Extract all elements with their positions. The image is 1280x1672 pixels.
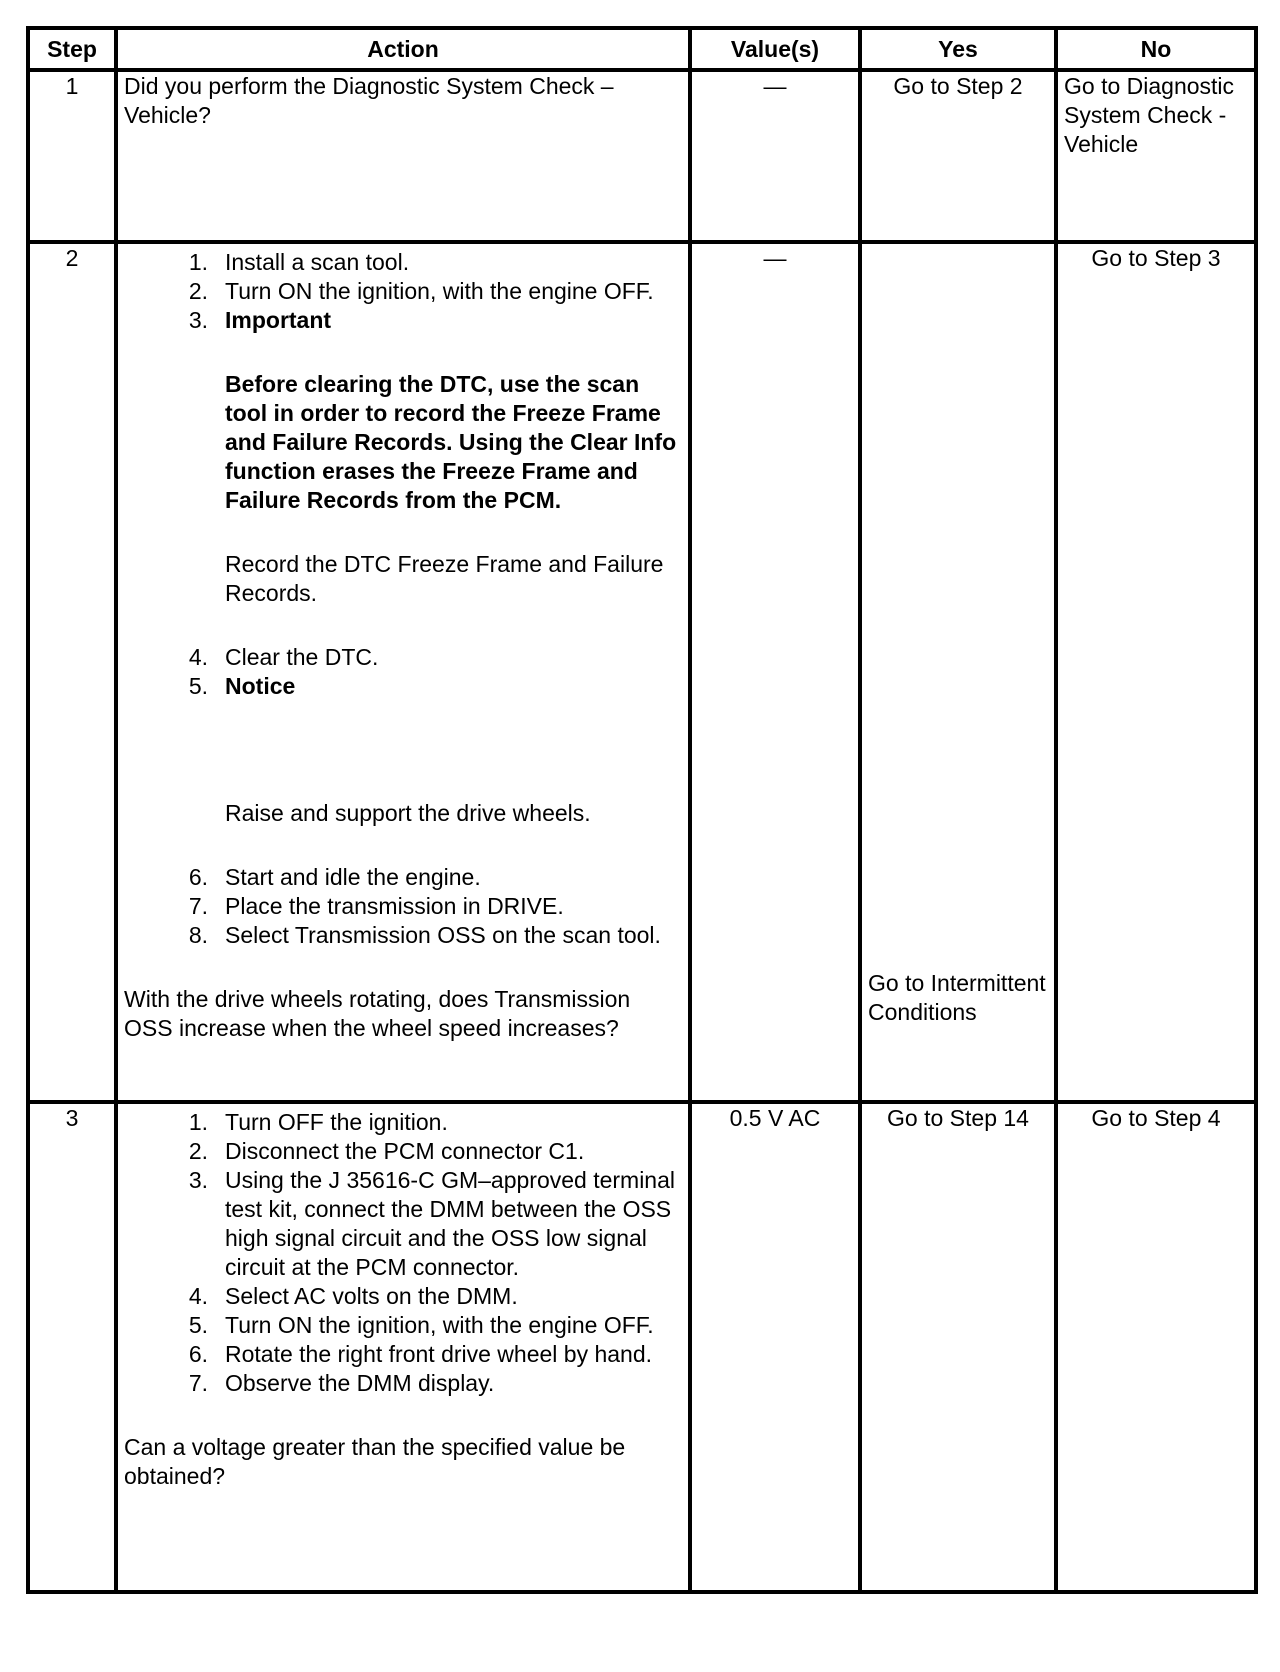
value-cell: —: [690, 242, 860, 1102]
list-item-text: Disconnect the PCM connector C1.: [225, 1138, 585, 1164]
no-cell: Go to Diagnostic System Check - Vehicle: [1056, 70, 1256, 242]
list-item: [124, 863, 682, 892]
no-cell: Go to Step 3: [1056, 242, 1256, 1102]
list-item-text: Rotate the right front drive wheel by hand.: [225, 1341, 653, 1367]
list-item: [124, 1311, 682, 1340]
list-number: 5.: [188, 673, 208, 699]
list-item-text: Observe the DMM display.: [225, 1370, 495, 1396]
list-item-text: Select Transmission OSS on the scan tool.: [225, 922, 661, 948]
step-number: 2: [28, 242, 116, 1102]
list-number: 7.: [188, 1370, 208, 1396]
important-note: Before clearing the DTC, use the scan tool in order to record the Freeze Frame and Failure Records. Using the Clear Info function erases the Freeze Frame and Failure Records from the PCM.: [225, 371, 677, 513]
yes-cell: [860, 242, 1056, 1102]
list-number: 6.: [188, 1341, 208, 1367]
list-number: 4.: [188, 644, 208, 670]
list-item: [124, 248, 682, 277]
raise-instruction: Raise and support the drive wheels.: [225, 800, 591, 826]
action-cell: [116, 1102, 690, 1592]
list-number: 3.: [188, 1167, 208, 1193]
yes-cell: Go to Step 2: [860, 70, 1056, 242]
list-item: [124, 1369, 682, 1398]
table-row-step-3: [28, 1102, 1256, 1592]
action-steps: [124, 248, 682, 335]
action-question: With the drive wheels rotating, does Transmission OSS increase when the wheel speed increases?: [124, 986, 631, 1041]
header-no: No: [1056, 28, 1256, 70]
action-cell: [116, 70, 690, 242]
list-number: 3.: [188, 307, 208, 333]
list-item: [124, 892, 682, 921]
list-number: 8.: [188, 922, 208, 948]
list-item-text: Start and idle the engine.: [225, 864, 481, 890]
list-item: [124, 1108, 682, 1137]
action-cell: [116, 242, 690, 1102]
list-item: [124, 1282, 682, 1311]
list-number: 2.: [188, 1138, 208, 1164]
header-step: Step: [28, 28, 116, 70]
list-number: 2.: [188, 278, 208, 304]
list-number: 4.: [188, 1283, 208, 1309]
list-item: [124, 1166, 682, 1282]
list-number: 6.: [188, 864, 208, 890]
list-item: [124, 1137, 682, 1166]
record-instruction: Record the DTC Freeze Frame and Failure Records.: [225, 551, 664, 606]
list-item-text: Using the J 35616-C GM–approved terminal test kit, connect the DMM between the OSS high signal circuit and the OSS low signal circuit at the PCM connector.: [225, 1167, 676, 1280]
list-item-text: Important: [225, 307, 332, 333]
value-cell: 0.5 V AC: [690, 1102, 860, 1592]
action-steps: [124, 863, 682, 950]
list-item: [124, 643, 682, 672]
table-row-step-2: [28, 242, 1256, 1102]
list-item: [124, 1340, 682, 1369]
action-steps: [124, 1108, 682, 1398]
action-question: Can a voltage greater than the specified value be obtained?: [124, 1434, 626, 1489]
action-question: Did you perform the Diagnostic System Check – Vehicle?: [124, 73, 614, 128]
diagnostic-table: [26, 26, 1258, 1594]
list-item: [124, 921, 682, 950]
header-values: Value(s): [690, 28, 860, 70]
list-item: [124, 672, 682, 701]
list-item-text: Install a scan tool.: [225, 249, 410, 275]
step-number: 1: [28, 70, 116, 242]
table-row-step-1: [28, 70, 1256, 242]
list-item-text: Turn ON the ignition, with the engine OFF.: [225, 278, 654, 304]
list-item: [124, 277, 682, 306]
list-item-text: Clear the DTC.: [225, 644, 379, 670]
action-steps: [124, 643, 682, 701]
list-number: 7.: [188, 893, 208, 919]
list-item: [124, 306, 682, 335]
no-cell: Go to Step 4: [1056, 1102, 1256, 1592]
list-number: 5.: [188, 1312, 208, 1338]
header-row: [28, 28, 1256, 70]
list-item-text: Notice: [225, 673, 296, 699]
list-item-text: Select AC volts on the DMM.: [225, 1283, 518, 1309]
header-yes: Yes: [860, 28, 1056, 70]
header-action: Action: [116, 28, 690, 70]
list-number: 1.: [188, 249, 208, 275]
list-item-text: Turn OFF the ignition.: [225, 1109, 448, 1135]
yes-cell: Go to Step 14: [860, 1102, 1056, 1592]
step-number: 3: [28, 1102, 116, 1592]
list-number: 1.: [188, 1109, 208, 1135]
yes-text: Go to Intermittent Conditions: [868, 970, 1046, 1025]
list-item-text: Turn ON the ignition, with the engine OFF.: [225, 1312, 654, 1338]
value-cell: —: [690, 70, 860, 242]
list-item-text: Place the transmission in DRIVE.: [225, 893, 564, 919]
